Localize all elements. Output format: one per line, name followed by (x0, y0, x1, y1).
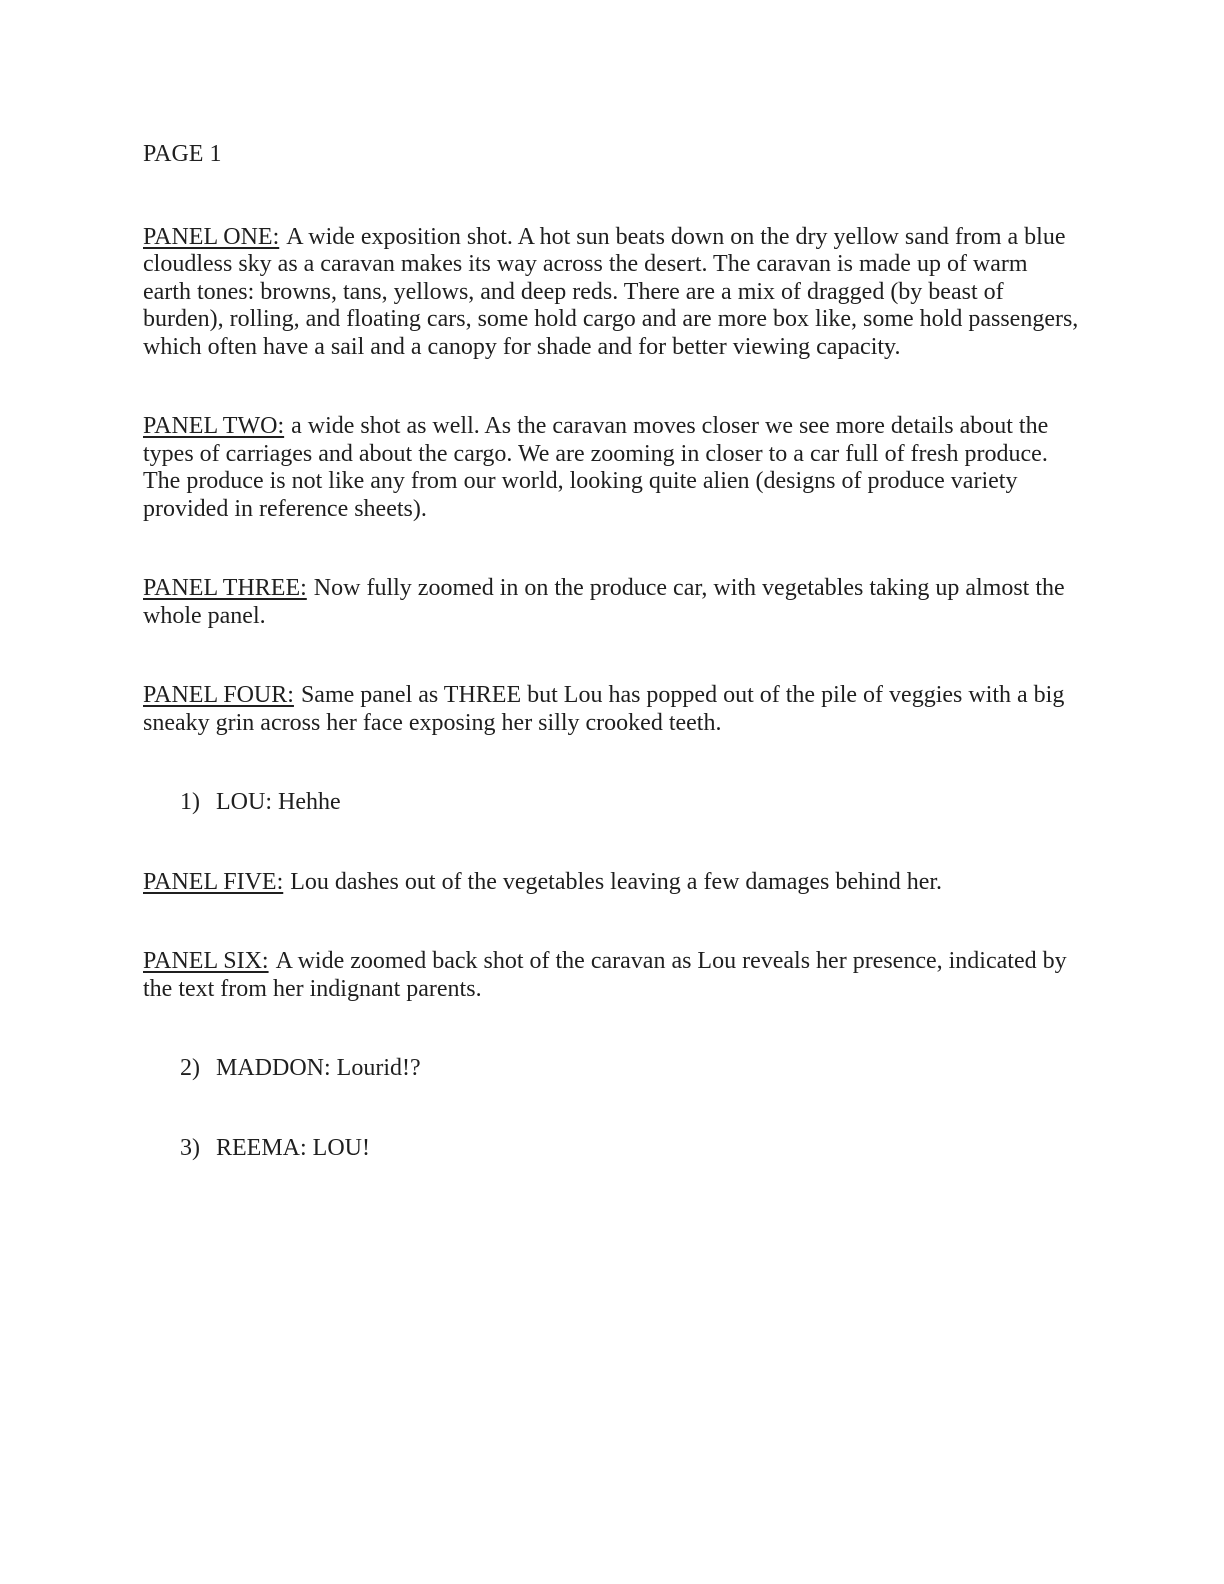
panel-four-heading: PANEL FOUR: (143, 682, 294, 708)
panel-one-description: A wide exposition shot. A hot sun beats down on the dry yellow sand from a blue cloudless sky as a caravan makes its way across the desert. The caravan is made up of warm earth tones: browns, tans, yellows, and deep reds. There are a mix of dragged (by beast of burden), rolling, and floating cars, some hold cargo and are more box like, some hold passengers, which often have a sail and a canopy for shade and for better viewing capacity. (143, 223, 1079, 360)
panel-two-heading: PANEL TWO: (143, 413, 285, 439)
dialogue-3-number: 3) (180, 1134, 200, 1161)
panel-block-two (143, 413, 1080, 523)
dialogue-2-text: MADDON: Lourid!? (216, 1055, 421, 1081)
panel-block-six (143, 948, 1080, 1003)
panel-block-five (143, 869, 1080, 897)
panel-three-description: Now fully zoomed in on the produce car, with vegetables taking up almost the whole panel. (143, 575, 1065, 629)
dialogue-line-2 (143, 1055, 1080, 1083)
panel-one-heading: PANEL ONE: (143, 223, 280, 250)
dialogue-line-3 (143, 1135, 1080, 1163)
panel-six-description: A wide zoomed back shot of the caravan as Lou reveals her presence, indicated by the text from her indignant parents. (143, 948, 1067, 1002)
dialogue-line-1 (143, 789, 1080, 817)
panel-four-description: Same panel as THREE but Lou has popped out of the pile of veggies with a big sneaky grin across her face exposing her silly crooked teeth. (143, 682, 1065, 736)
panel-five-heading: PANEL FIVE: (143, 868, 284, 895)
panel-six-heading: PANEL SIX: (143, 948, 269, 974)
dialogue-1-text: LOU: Hehhe (216, 789, 341, 815)
panel-block-four (143, 682, 1080, 737)
panel-five-description: Lou dashes out of the vegetables leaving a few damages behind her. (290, 868, 943, 895)
dialogue-2-number: 2) (180, 1055, 200, 1081)
dialogue-3-text: REEMA: LOU! (216, 1134, 370, 1161)
panel-three-heading: PANEL THREE: (143, 575, 307, 601)
panel-block-one (143, 224, 1080, 362)
panel-block-three (143, 575, 1080, 630)
dialogue-1-number: 1) (180, 789, 200, 815)
page-title: PAGE 1 (143, 141, 222, 167)
panel-two-description: a wide shot as well. As the caravan moves closer we see more details about the types of carriages and about the cargo. We are zooming in closer to a car full of fresh produce. The produce is not like any from our world, looking quite alien (designs of produce variety provided in reference sheets). (143, 413, 1049, 522)
